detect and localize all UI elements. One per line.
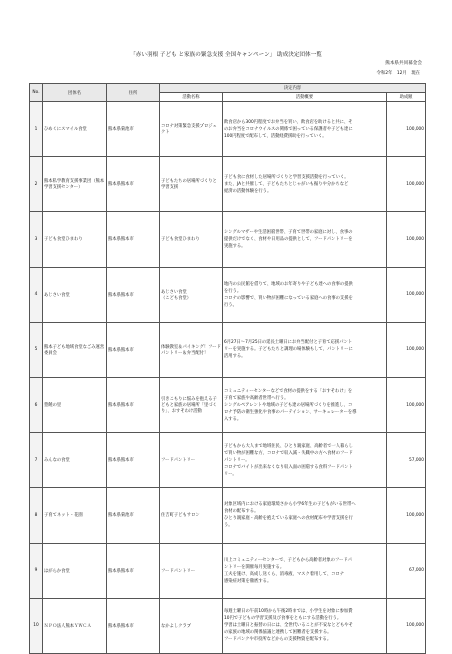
address: 熊本県熊本市 xyxy=(107,377,160,432)
grant-table xyxy=(29,83,426,654)
table-row xyxy=(30,488,426,543)
organization-name: 熊本県共同募金会 xyxy=(385,61,422,66)
table-row xyxy=(30,157,426,212)
grant-amount: 57,000 xyxy=(387,433,426,488)
grant-amount: 67,000 xyxy=(387,543,426,598)
row-number: 2 xyxy=(30,157,43,212)
activity-summary: 地内の公民館を借りて、地域のお年寄りや子ども達への食事の提供 を行う。 コロナの影響で、買い物が困難になっている家庭への食事の支援を 行う。 xyxy=(223,267,387,322)
table-row xyxy=(30,598,426,653)
group-name: 子ども食堂ひまわり xyxy=(43,212,107,267)
row-number: 10 xyxy=(30,598,43,653)
header-address: 住所 xyxy=(107,84,160,102)
address: 熊本県菊池市 xyxy=(107,102,160,157)
activity-name: 住吉町子どもサロン xyxy=(160,488,223,543)
activity-name: フードパントリー xyxy=(160,433,223,488)
group-name: みんなの食堂 xyxy=(43,433,107,488)
address: 熊本県熊本市 xyxy=(107,322,160,377)
table-row xyxy=(30,212,426,267)
header-activity: 活動名称 xyxy=(160,93,223,102)
row-number: 4 xyxy=(30,267,43,322)
grant-amount: 100,000 xyxy=(387,212,426,267)
row-number: 9 xyxy=(30,543,43,598)
header-summary: 活動概要 xyxy=(223,93,387,102)
table-row xyxy=(30,102,426,157)
address: 熊本県熊本市 xyxy=(107,543,160,598)
activity-name: なかよしクラブ xyxy=(160,598,223,653)
table-row xyxy=(30,322,426,377)
activity-summary: 子どもから大人まで地域住民、ひとり親家庭、高齢者で一人暮らし で買い物が困難な方、コロナで収入減・失職中の方へ食材のフード パントリー。 コロナでバイトが出来なくなり収入面の困窮する食料フードパント リー。 xyxy=(223,433,387,488)
row-number: 6 xyxy=(30,377,43,432)
table-row xyxy=(30,377,426,432)
group-name: 熊本私学教育支援事業団（熊本学習支援センター） xyxy=(43,157,107,212)
row-number: 1 xyxy=(30,102,43,157)
group-name: あじさい食堂 xyxy=(43,267,107,322)
activity-name: 子どもたちの居場所づくりと学習支援 xyxy=(160,157,223,212)
row-number: 7 xyxy=(30,433,43,488)
address: 熊本県熊本市 xyxy=(107,267,160,322)
table-body xyxy=(30,102,426,654)
activity-summary: 対象区域内における家庭環境さから小学6年生の子どもがいる世帯へ 食材の配布する。 ひとり親家庭・高齢を抱えている家庭への食材配布や学習支援を行 う。 xyxy=(223,488,387,543)
row-number: 8 xyxy=(30,488,43,543)
grant-amount: 100,000 xyxy=(387,267,426,322)
header-no: No. xyxy=(30,84,43,102)
grant-amount: 100,000 xyxy=(387,157,426,212)
grant-amount: 100,000 xyxy=(387,598,426,653)
address: 熊本県熊本市 xyxy=(107,157,160,212)
activity-summary: コミュニティーセンターなどで食材の提供をする「おすそわけ」を 子育て家族や高齢者世帯へ行う。 シングルペアレントや地域の子ども達の居場所づくりを推進し、コ ロナ予防の衛生強化や食事のパーテイション、サーキュレーターを導 入する。 xyxy=(223,377,387,432)
header-group: 団体名 xyxy=(43,84,107,102)
document-date: 令和2年 12月 現在 xyxy=(376,71,420,76)
address: 熊本県熊本市 xyxy=(107,598,160,653)
activity-name: 体験教室＆パイキング！フードパントリー＆弁当配付！ xyxy=(160,322,223,377)
group-name: 豊饒の里 xyxy=(43,377,107,432)
document-title: 「赤い羽根 子ども と家族の緊急支援 全国キャンペーン」 助成決定団体一覧 xyxy=(130,52,322,58)
header-amount: 助成額 xyxy=(387,93,426,102)
grant-amount: 100,000 xyxy=(387,377,426,432)
row-number: 3 xyxy=(30,212,43,267)
grant-amount: 100,000 xyxy=(387,488,426,543)
address: 熊本県熊本市 xyxy=(107,212,160,267)
group-name: はがらか食堂 xyxy=(43,543,107,598)
activity-name: コロナ対策緊急支援プロジェクト xyxy=(160,102,223,157)
activity-summary: 子ども食に食材した居場所づくりと学習支援活動を行っていく。 また、JAと共催して、子どもたちとじゃがいも掘りや分かちなど 経済の活動体験を行う。 xyxy=(223,157,387,212)
group-name: ひめくにスマイル食堂 xyxy=(43,102,107,157)
activity-summary: シングルマザーや生活困窮世帯、子育て世帯の家庭に対し、食事の 提供だけでなく、食材や日用品の提供として、フードパントリーを 実施する。 xyxy=(223,212,387,267)
grant-amount: 100,000 xyxy=(387,322,426,377)
table-row xyxy=(30,433,426,488)
group-name: 子育てネット・花園 xyxy=(43,488,107,543)
group-name: ＮＰＯ法人熊本ＹＷＣＡ xyxy=(43,598,107,653)
address: 熊本県熊本市 xyxy=(107,433,160,488)
activity-summary: 6月27日〜7月25日の延長土曜日にお弁当配付と子育て応援パント リーを実施する。子どもたちと調理の場体験もして、パントリーに 活用する。 xyxy=(223,322,387,377)
table-row xyxy=(30,267,426,322)
activity-name: あじさい食堂 （こども食堂） xyxy=(160,267,223,322)
activity-name: 引きこもりに悩みを抱える子どもと家族の居場所「里づくり」、おすそわけ活動 xyxy=(160,377,223,432)
grant-amount: 100,000 xyxy=(387,102,426,157)
activity-summary: 川上コミュニティーセンターで、子どもから高齢者対象のフードパ ントリーを開催毎月実施する。 工夫を施け、高成し送くら、消毒液、マスク着用して、コロナ 感染症対策を徹底する。 xyxy=(223,543,387,598)
group-name: 熊本子ども地域食堂なごみ運営委員会 xyxy=(43,322,107,377)
activity-name: フードパントリー xyxy=(160,543,223,598)
activity-summary: 毎週土曜日の午前10時から午後2時までは、小学生を対象に参加費 10円で子どもの学習支援及び食事をともにする活動を行う。 学習は土曜日と振替の日には、全世代いることが不安なとどもやそ の家族の地域の関係協議と連携して困難者を支援する。 フードパンクや市役所などからの支援物資を配布する。 xyxy=(223,598,387,653)
table-row xyxy=(30,543,426,598)
address: 熊本県菊池市 xyxy=(107,488,160,543)
row-number: 5 xyxy=(30,322,43,377)
activity-summary: 飲食店から300円程度でお弁当を買い、飲食店を助けると共に、そ のお弁当をコロナウイルスの関係で困っている保護者や子ども達に 100円程度で配布して、活動経費援助を行っていく。 xyxy=(223,102,387,157)
activity-name: 子ども食堂ひまわり xyxy=(160,212,223,267)
header-decision: 決定内容 xyxy=(160,84,426,93)
